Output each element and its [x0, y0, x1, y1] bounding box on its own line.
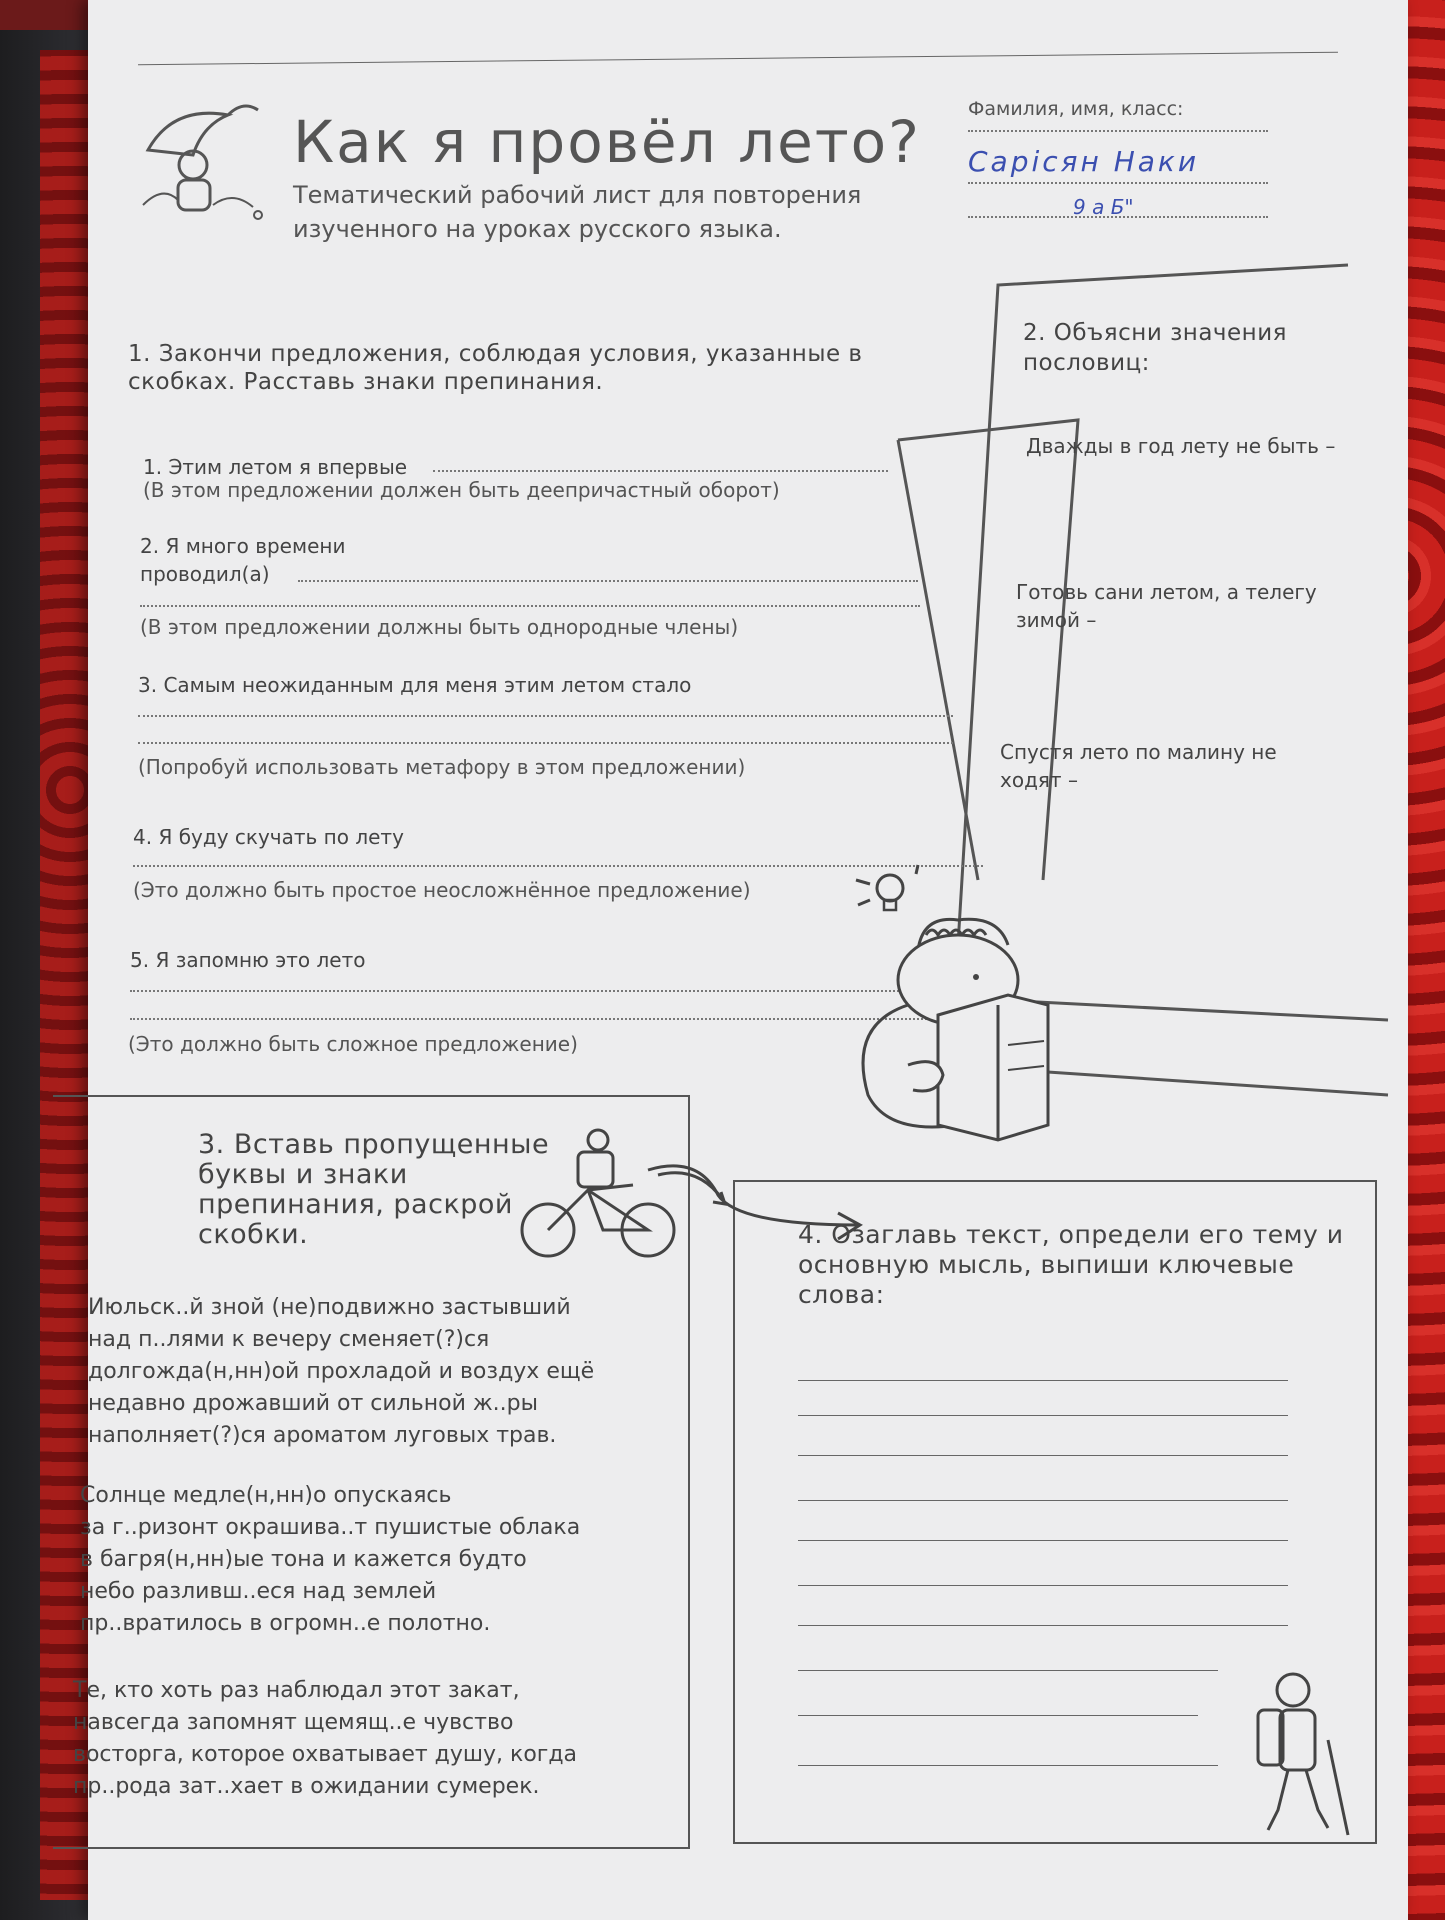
page-title: Как я провёл лето? — [293, 108, 921, 176]
task4-answer-line-8[interactable] — [798, 1670, 1218, 1671]
task3-paragraph-2 — [80, 1480, 680, 1640]
task3-p2-line-2: за г..ризонт окрашива..т пушистые облака — [80, 1515, 581, 1540]
page-subtitle: Тематический рабочий лист для повторения изученного на уроках русского языка. — [293, 181, 862, 243]
task4-answer-line-4[interactable] — [798, 1500, 1288, 1501]
task1-heading: 1. Закончи предложения, соблюдая условия, указанные в скобках. Расставь знаки препинания. — [128, 341, 863, 395]
task2-proverb-3: Спустя лето по малину не ходят – — [1000, 740, 1277, 792]
task1-item-2-hint: (В этом предложении должны быть однородные члены) — [140, 615, 739, 639]
task3-paragraph-3 — [73, 1675, 673, 1803]
hiker-icon — [1238, 1660, 1368, 1840]
task1-item-2-answer-line-2[interactable] — [140, 605, 920, 607]
task3-p2-line-4: небо разливш..еся над землей — [80, 1579, 437, 1604]
task2-heading: 2. Объясни значения пословиц: — [1023, 320, 1287, 376]
task1-item-5-hint: (Это должно быть сложное предложение) — [128, 1032, 578, 1056]
task1-item-1-hint: (В этом предложении должен быть деепричастный оборот) — [143, 478, 780, 502]
task3-p2-line-3: в багря(н,нн)ые тона и кажется будто — [80, 1547, 527, 1572]
task3-p1-line-3: долгожда(н,нн)ой прохладой и воздух ещё — [88, 1359, 595, 1384]
fio-name-handwritten[interactable]: Сарісян Наки — [968, 145, 1200, 178]
task1-item-3-answer-line-1[interactable] — [138, 715, 953, 717]
arrow-icon — [638, 1155, 878, 1245]
task4-answer-line-6[interactable] — [798, 1585, 1288, 1586]
task1-item-3-answer-line-2[interactable] — [138, 742, 953, 744]
task3-paragraph-1 — [88, 1292, 688, 1452]
task1-item-2-prompt: 2. Я много времени проводил(а) — [140, 534, 346, 586]
fio-label: Фамилия, имя, класс: — [968, 98, 1184, 120]
task3-p1-line-4: недавно дрожавший от сильной ж..ры — [88, 1391, 539, 1416]
task1-item-3-hint: (Попробуй использовать метафору в этом предложении) — [138, 755, 746, 779]
task3-p3-line-1: Те, кто хоть раз наблюдал этот закат, — [73, 1678, 520, 1703]
task3-p2-line-5: пр..вратилось в огромн..е полотно. — [80, 1611, 491, 1636]
task3-p3-line-2: навсегда запомнят щемящ..е чувство — [73, 1710, 514, 1735]
task3-p3-line-4: пр..рода зат..хает в ожидании сумерек. — [73, 1774, 540, 1799]
task3-heading: 3. Вставь пропущенные буквы и знаки препинания, раскрой скобки. — [198, 1129, 550, 1250]
task4-answer-line-5[interactable] — [798, 1540, 1288, 1541]
task3-p2-line-1: Солнце медле(н,нн)о опускаясь — [80, 1483, 452, 1508]
task4-answer-line-3[interactable] — [798, 1455, 1288, 1456]
task1-item-4-prompt: 4. Я буду скучать по лету — [133, 825, 404, 849]
task3-p1-line-5: наполняет(?)ся ароматом луговых трав. — [88, 1423, 557, 1448]
fio-class-handwritten[interactable]: 9 а Б" — [1073, 195, 1134, 219]
worksheet-page — [73, 0, 1408, 1920]
task3-p1-line-2: над п..лями к вечеру сменяет(?)ся — [88, 1327, 490, 1352]
task3-p3-line-3: восторга, которое охватывает душу, когда — [73, 1742, 578, 1767]
task1-item-1-prompt: 1. Этим летом я впервые — [143, 455, 408, 479]
task1-item-3-prompt: 3. Самым неожиданным для меня этим летом стало — [138, 673, 692, 697]
task1-item-5-prompt: 5. Я запомню это лето — [130, 948, 366, 972]
reading-character-icon — [848, 895, 1108, 1155]
task2-proverb-1: Дважды в год лету не быть – — [1026, 434, 1336, 458]
task4-answer-line-1[interactable] — [798, 1380, 1288, 1381]
task3-box-edge — [48, 1095, 52, 1845]
task3-p1-line-1: Июльск..й зной (не)подвижно застывший — [88, 1295, 571, 1320]
task4-answer-line-2[interactable] — [798, 1415, 1288, 1416]
task4-answer-line-9[interactable] — [798, 1715, 1198, 1716]
task1-item-1-answer-line[interactable] — [433, 470, 888, 472]
task1-item-2-answer-line-1[interactable] — [298, 580, 918, 582]
task4-heading: 4. Озаглавь текст, определи его тему и основную мысль, выпиши ключевые слова: — [798, 1220, 1344, 1309]
task4-answer-line-10[interactable] — [798, 1765, 1218, 1766]
task4-answer-line-7[interactable] — [798, 1625, 1288, 1626]
task1-item-4-hint: (Это должно быть простое неосложнённое предложение) — [133, 878, 751, 902]
task2-proverb-2: Готовь сани летом, а телегу зимой – — [1016, 580, 1317, 632]
